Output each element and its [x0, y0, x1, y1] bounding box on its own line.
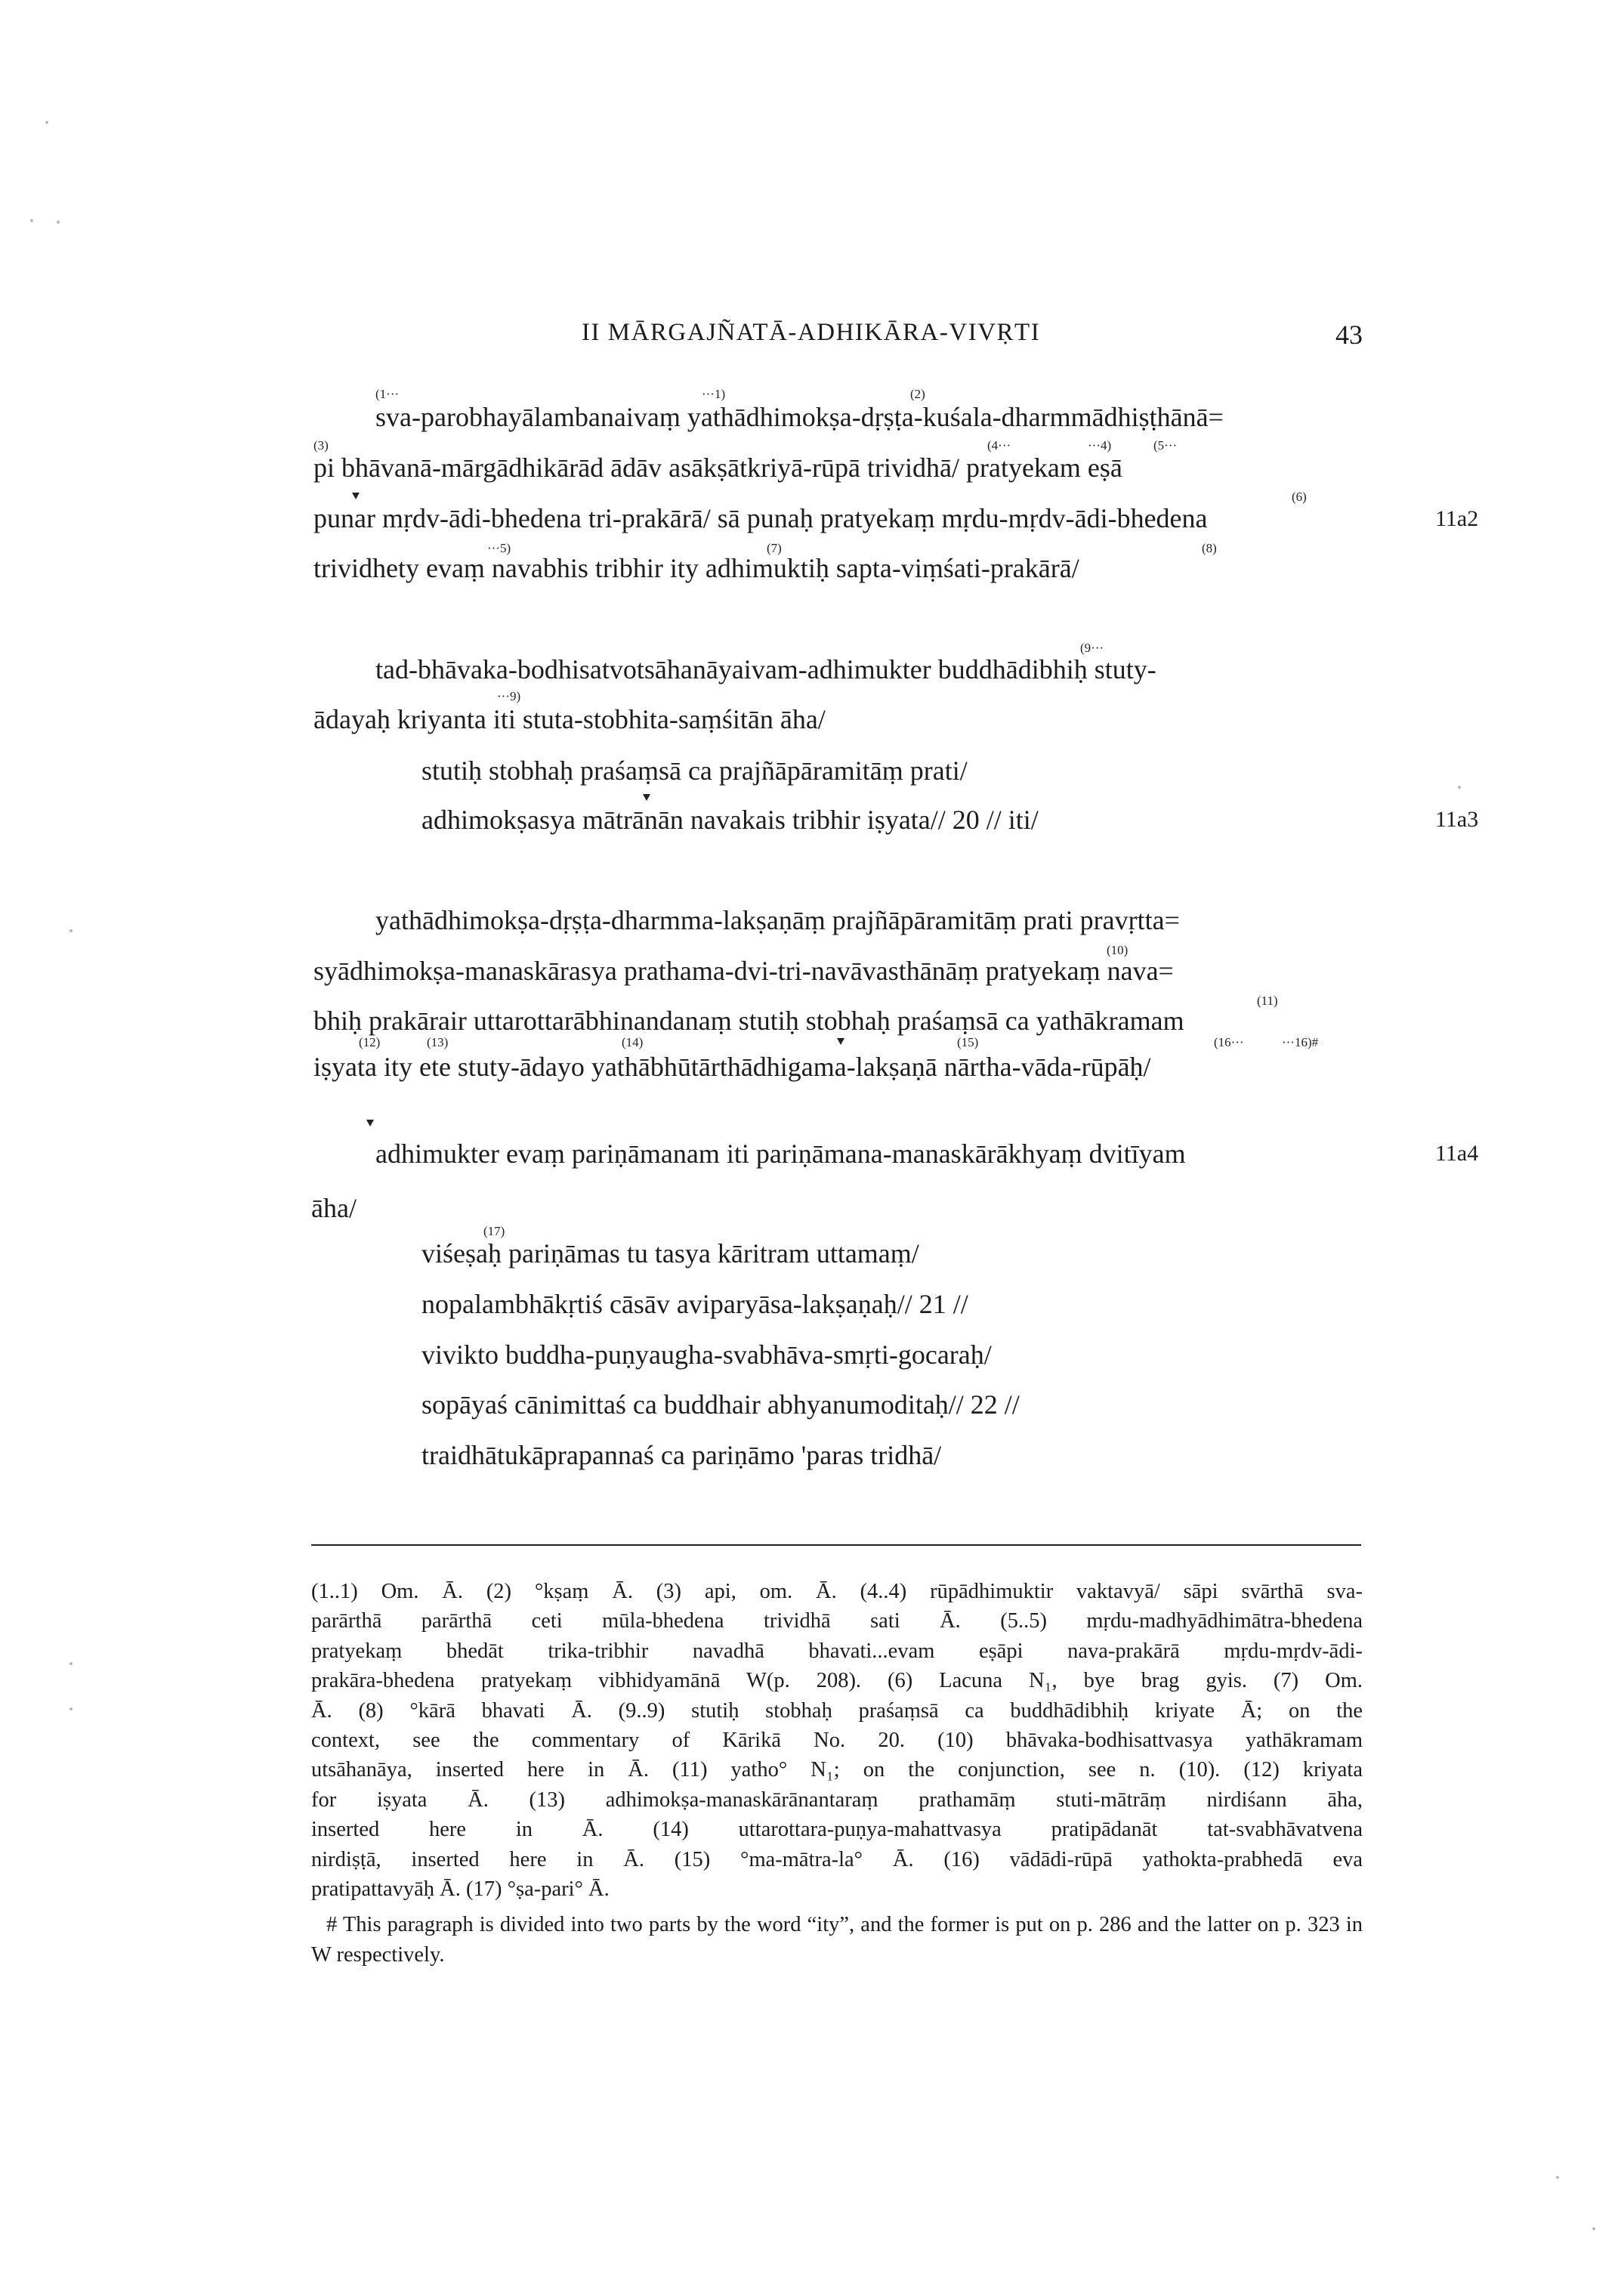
scan-speck [45, 121, 48, 124]
note-mark: (4··· [987, 438, 1011, 453]
verse-line: vivikto buddha-puṇyaugha-svabhāva-smṛti-gocaraḥ/ [421, 1340, 992, 1370]
insertion-mark-icon [837, 1038, 844, 1045]
text-line: pi bhāvanā-mārgādhikārād ādāv asākṣātkriyā-rūpā trividhā/ pratyekam eṣā [313, 453, 1122, 483]
footnote-line: pratyekaṃ bhedāt trika-tribhir navadhā bhavati...evam eṣāpi nava-prakārā mṛdu-mṛdv-ādi- [311, 1639, 1363, 1663]
note-mark: (14) [622, 1035, 644, 1049]
verse-line: stutiḥ stobhaḥ praśaṃsā ca prajñāpāramitāṃ prati/ [421, 756, 968, 786]
marginal-reference: 11a4 [1435, 1141, 1479, 1166]
note-mark: ···4) [1088, 438, 1112, 453]
text-line: bhiḥ prakārair uttarottarābhinandanaṃ stutiḥ stobhaḥ praśaṃsā ca yathākramam [313, 1006, 1184, 1036]
note-mark: (15) [957, 1035, 979, 1049]
text-line: trividhety evaṃ navabhis tribhir ity adhimuktiḥ sapta-viṃśati-prakārā/ [313, 553, 1079, 583]
running-header: II MĀRGAJÑATĀ-ADHIKĀRA-VIVṚTI [582, 319, 1041, 346]
footnote-rule [311, 1544, 1361, 1546]
scan-speck [1592, 2227, 1595, 2230]
note-mark: ···16)# [1282, 1035, 1319, 1049]
hash-note: # This paragraph is divided into two parts by the word “ity”, and the former is put on p. 286 and the latter on p. 323 in W respectively. [311, 1913, 1363, 1967]
marginal-reference: 11a3 [1435, 807, 1479, 832]
text-line: sva-parobhayālambanaivaṃ yathādhimokṣa-dṛṣṭa-kuśala-dharmmādhiṣṭhānā= [375, 402, 1224, 432]
insertion-mark-icon [366, 1120, 374, 1126]
text-line: ādayaḥ kriyanta iti stuta-stobhita-saṃśitān āha/ [313, 704, 826, 734]
text-line: adhimukter evaṃ pariṇāmanam iti pariṇāmana-manaskārākhyaṃ dvitīyam [375, 1139, 1186, 1169]
verse-line: adhimokṣasya mātrānān navakais tribhir iṣyata// 20 // iti/ [421, 805, 1039, 835]
note-mark: ···9) [497, 689, 521, 703]
note-mark: ···5) [487, 541, 511, 555]
note-mark: (17) [483, 1224, 505, 1238]
note-mark: (6) [1292, 490, 1307, 504]
verse-line: nopalambhākṛtiś cāsāv aviparyāsa-lakṣaṇaḥ// 21 // [421, 1289, 968, 1319]
note-mark: (2) [910, 387, 925, 401]
verse-line: viśeṣaḥ pariṇāmas tu tasya kāritram uttamaṃ/ [421, 1238, 919, 1269]
footnote-line: inserted here in Ā. (14) uttarottara-puṇya-mahattvasya pratipādanāt tat-svabhāvatvena [311, 1818, 1363, 1842]
footnote-line: prakāra-bhedena pratyekaṃ vibhidyamānā W(p. 208). (6) Lacuna N₁, bye brag gyis. (7) Om. [311, 1669, 1363, 1693]
footnote-line: (1..1) Om. Ā. (2) °kṣaṃ Ā. (3) api, om. Ā. (4..4) rūpādhimuktir vaktavyā/ sāpi svārthā sva- [311, 1580, 1363, 1603]
note-mark: (12) [359, 1035, 381, 1049]
footnote-line: pratipattavyāḥ Ā. (17) °ṣa-pari° Ā. [311, 1877, 610, 1902]
scan-speck [69, 1662, 73, 1665]
footnotes [311, 1577, 1363, 1970]
verse-line: sopāyaś cānimittaś ca buddhair abhyanumoditaḥ// 22 // [421, 1389, 1020, 1420]
scan-speck [1556, 2176, 1559, 2179]
text-line: tad-bhāvaka-bodhisatvotsāhanāyaivam-adhimukter buddhādibhiḥ stuty- [375, 654, 1156, 684]
note-mark: (13) [427, 1035, 449, 1049]
insertion-mark-icon [352, 493, 360, 499]
text-line: yathādhimokṣa-dṛṣṭa-dharmma-lakṣaṇāṃ prajñāpāramitāṃ prati pravṛtta= [375, 905, 1180, 935]
note-mark: (1··· [375, 387, 400, 401]
text-line: syādhimokṣa-manaskārasya prathama-dvi-tri-navāvasthānāṃ pratyekaṃ nava= [313, 956, 1174, 986]
insertion-mark-icon [643, 794, 650, 801]
footnote-line: parārthā parārthā ceti mūla-bhedena trividhā sati Ā. (5..5) mṛdu-madhyādhimātra-bhedena [311, 1609, 1363, 1633]
note-mark: (5··· [1153, 438, 1178, 453]
note-mark: (8) [1202, 541, 1217, 555]
footnote-line: nirdiṣṭā, inserted here in Ā. (15) °ma-mātra-la° Ā. (16) vādādi-rūpā yathokta-prabhedā eva [311, 1847, 1363, 1871]
text-line: iṣyata ity ete stuty-ādayo yathābhūtārthādhigama-lakṣaṇā nārtha-vāda-rūpāḥ/ [313, 1052, 1151, 1082]
note-mark: (3) [313, 438, 329, 453]
scan-speck [30, 219, 33, 222]
scan-speck [57, 221, 60, 224]
text-line: punar mṛdv-ādi-bhedena tri-prakārā/ sā punaḥ pratyekaṃ mṛdu-mṛdv-ādi-bhedena [313, 503, 1208, 533]
page-number: 43 [1335, 320, 1363, 350]
scan-speck [69, 1707, 73, 1710]
note-mark: (10) [1107, 943, 1128, 957]
footnote-line: utsāhanāya, inserted here in Ā. (11) yatho° N₁; on the conjunction, see n. (10). (12) kriyata [311, 1758, 1363, 1782]
marginal-reference: 11a2 [1435, 506, 1479, 531]
note-mark: (16··· [1214, 1035, 1244, 1049]
note-mark: ···1) [702, 387, 726, 401]
note-mark: (9··· [1080, 641, 1104, 655]
text-line: āha/ [311, 1193, 357, 1223]
footnote-line: for iṣyata Ā. (13) adhimokṣa-manaskārānantaraṃ prathamāṃ stuti-mātrāṃ nirdiśann āha, [311, 1788, 1363, 1812]
note-mark: (11) [1257, 993, 1278, 1008]
verse-line: traidhātukāprapannaś ca pariṇāmo 'paras tridhā/ [421, 1440, 942, 1470]
footnote-line: Ā. (8) °kārā bhavati Ā. (9..9) stutiḥ stobhaḥ praśaṃsā ca buddhādibhiḥ kriyate Ā; on the [311, 1698, 1363, 1723]
footnote-line: context, see the commentary of Kārikā No. 20. (10) bhāvaka-bodhisattvasya yathākramam [311, 1729, 1363, 1753]
scan-speck [69, 929, 73, 932]
scan-speck [1458, 786, 1461, 789]
note-mark: (7) [767, 541, 782, 555]
